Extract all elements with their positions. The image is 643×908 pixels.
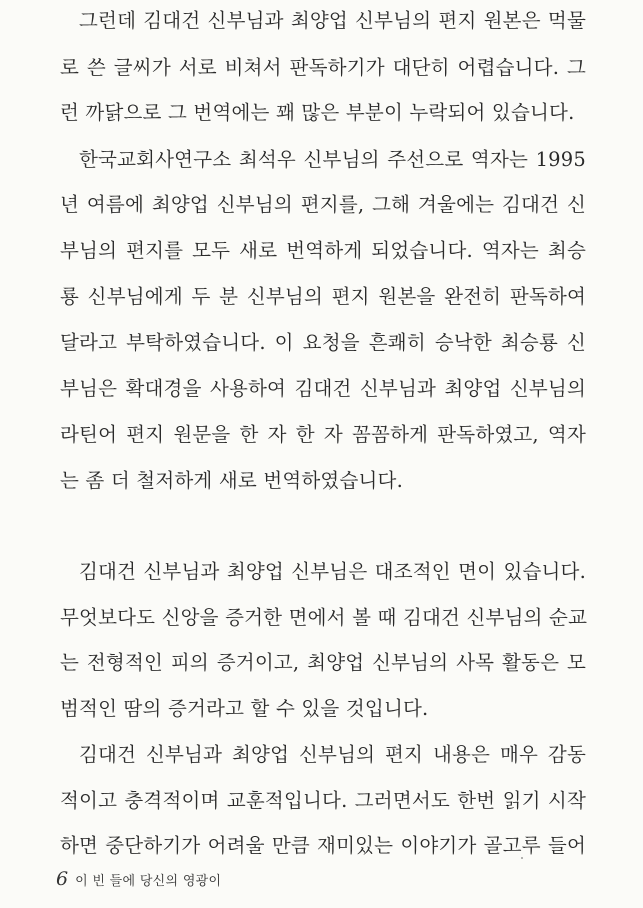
paragraph-2-line-8: 는 좀 더 철저하게 새로 번역하였습니다. [60, 469, 403, 492]
paragraph-4-line-3: 하면 중단하기가 어려울 만큼 재미있는 이야기가 골고루 들어 [60, 834, 586, 857]
paragraph-4-line-1: 김대건 신부님과 최양업 신부님의 편지 내용은 매우 감동 [79, 743, 586, 766]
page-number: 6 [56, 868, 69, 890]
paragraph-3-line-4: 범적인 땀의 증거라고 할 수 있을 것입니다. [60, 697, 429, 720]
paragraph-2-line-2: 년 여름에 최양업 신부님의 편지를, 그해 겨울에는 김대건 신 [60, 193, 586, 216]
paragraph-2-line-4: 룡 신부님에게 두 분 신부님의 편지 원본을 완전히 판독하여 [60, 285, 586, 308]
paragraph-4-line-2: 적이고 충격적이며 교훈적입니다. 그러면서도 한번 읽기 시작 [60, 789, 586, 812]
paragraph-1-line-3: 런 까닭으로 그 번역에는 꽤 많은 부분이 누락되어 있습니다. [60, 101, 575, 124]
running-title: 이 빈 들에 당신의 영광이 [75, 874, 222, 889]
page-footer [56, 868, 221, 892]
paragraph-2-line-5: 달라고 부탁하였습니다. 이 요청을 흔쾌히 승낙한 최승룡 신 [60, 331, 586, 354]
paragraph-2-line-3: 부님의 편지를 모두 새로 번역하게 되었습니다. 역자는 최승 [60, 239, 586, 262]
paragraph-3-line-3: 는 전형적인 피의 증거이고, 최양업 신부님의 사목 활동은 모 [60, 651, 586, 674]
paragraph-1-line-2: 로 쓴 글씨가 서로 비쳐서 판독하기가 대단히 어렵습니다. 그 [60, 56, 586, 79]
paragraph-1-line-1: 그런데 김대건 신부님과 최양업 신부님의 편지 원본은 먹물 [79, 9, 586, 32]
paper-speck [521, 857, 523, 859]
paragraph-3-line-2: 무엇보다도 신앙을 증거한 면에서 볼 때 김대건 신부님의 순교 [60, 606, 588, 629]
paragraph-2-line-1: 한국교회사연구소 최석우 신부님의 주선으로 역자는 1995 [79, 148, 586, 171]
paragraph-3-line-1: 김대건 신부님과 최양업 신부님은 대조적인 면이 있습니다. [79, 560, 586, 583]
paragraph-2-line-7: 라틴어 편지 원문을 한 자 한 자 꼼꼼하게 판독하였고, 역자 [60, 423, 586, 446]
paragraph-2-line-6: 부님은 확대경을 사용하여 김대건 신부님과 최양업 신부님의 [60, 377, 586, 400]
